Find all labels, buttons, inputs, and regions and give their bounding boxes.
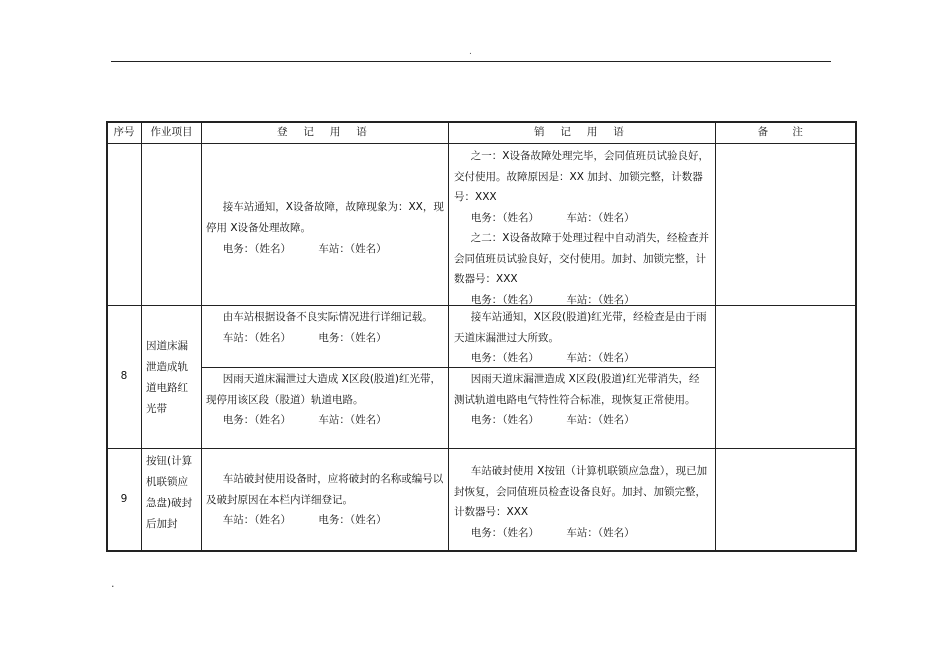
register-cell [206,307,446,348]
note-cell [718,450,853,548]
cancel-signature: 电务：（姓名） 车站：（姓名） [470,526,635,539]
note-cell [718,307,853,446]
table-border-bottom [106,550,857,552]
header-dot: . [469,47,472,57]
col-divider [448,121,449,551]
work-item: 按钮(计算机联锁应急盘)破封后加封 [146,455,193,530]
cancel-cell [454,307,710,369]
register-signature: 电务：（姓名） 车站：（姓名） [222,243,387,255]
register-text: 由车站根据设备不良实际情况进行详细记载。 [222,311,433,323]
col-header-cancel: 销 记 用 语 [533,126,631,138]
cancel-cell [454,146,710,310]
register-cell [206,469,446,531]
row-number: 9 [120,493,128,505]
cancel-text: 接车站通知，X区段(股道)红光带，经检查是由于雨天道床漏泄过大所致。 [454,311,707,344]
register-text: 接车站通知，X设备故障，故障现象为：XX，现停用 X设备处理故障。 [206,201,444,234]
footer-dot: . [111,577,115,590]
cancel-signature: 电务：（姓名） 车站：（姓名） [470,352,635,364]
register-cell [206,369,446,431]
register-text: 因雨天道床漏泄过大造成 X区段(股道)红光带，现停用该区段（股道）轨道电路。 [206,373,442,406]
col-header-register: 登 记 用 语 [276,126,374,138]
cancel-cell [454,461,710,543]
col-divider [201,121,202,551]
col-header-no: 序号 [113,126,135,138]
cancel-text: 之二：X设备故障于处理过程中自动消失，经检查并会同值班员试验良好，交付使用。加封、加锁完整，计数器号：XXX [454,232,709,285]
col-divider [141,121,142,551]
col-divider [715,121,716,551]
col-header-item: 作业项目 [150,126,193,138]
register-cell [206,197,446,260]
register-signature: 车站：（姓名） 电务：（姓名） [222,514,387,526]
register-text: 车站破封使用设备时，应将破封的名称或编号以及破封原因在本栏内详细登记。 [206,473,444,506]
cancel-signature: 电务：（姓名） 车站：（姓名） [470,414,635,426]
header-rule [111,61,831,62]
row-number: 8 [120,370,128,382]
table-border-right [855,121,857,551]
cancel-cell [454,369,710,431]
row-divider [106,448,857,449]
cancel-text: 之一：X设备故障处理完毕，会同值班员试验良好，交付使用。故障原因是：XX 加封、加锁完整，计数器号：XXX [454,150,709,203]
col-header-note: 备 注 [757,126,814,138]
row-divider [106,143,857,144]
register-signature: 车站：（姓名） 电务：（姓名） [222,331,387,344]
work-item: 因道床漏泄造成轨道电路红光带 [146,340,188,415]
cancel-signature: 电务：（姓名） 车站：（姓名） [470,211,635,224]
note-cell [718,145,853,303]
cancel-signature: 电务：（姓名） 车站：（姓名） [470,293,635,306]
register-signature: 电务：（姓名） 车站：（姓名） [222,414,387,426]
cancel-text: 因雨天道床漏泄造成 X区段(股道)红光带消失，经测试轨道电路电气特性符合标准，现恢复正常使用。 [454,373,700,406]
cancel-text: 车站破封使用 X按钮（计算机联锁应急盘），现已加封恢复，会同值班员检查设备良好。加封、加锁完整，计数器号：XXX [454,465,708,518]
